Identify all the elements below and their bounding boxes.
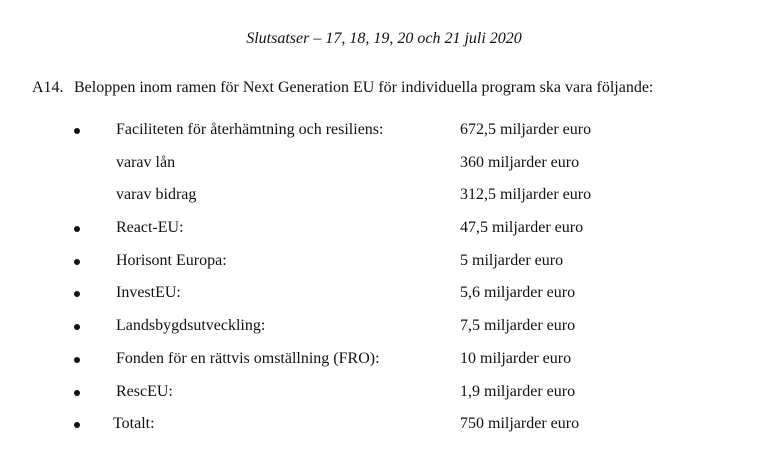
- bullet-icon: [74, 128, 80, 134]
- item-label: varav lån: [116, 153, 176, 171]
- list-item: [0, 186, 768, 219]
- item-amount: 5 miljarder euro: [460, 251, 564, 269]
- list-item: [0, 383, 768, 416]
- paragraph-number: A14.: [32, 79, 64, 96]
- item-amount: 47,5 miljarder euro: [460, 219, 584, 237]
- item-amount: 7,5 miljarder euro: [460, 317, 576, 335]
- list-item: [0, 252, 768, 285]
- list-item: [0, 284, 768, 317]
- item-amount: 312,5 miljarder euro: [460, 186, 592, 204]
- item-amount: 672,5 miljarder euro: [460, 121, 592, 138]
- bullet-icon: [74, 357, 80, 363]
- bullet-icon: [74, 291, 80, 297]
- bullet-icon: [74, 390, 80, 396]
- list-item: [0, 350, 768, 383]
- list-item: [0, 219, 768, 252]
- item-amount: 750 miljarder euro: [460, 415, 580, 433]
- bullet-icon: [74, 422, 80, 428]
- item-label: RescEU:: [116, 382, 173, 400]
- item-label: Horisont Europa:: [116, 251, 227, 269]
- item-label: Faciliteten för återhämtning och resiliens:: [116, 121, 384, 138]
- list-item: [0, 317, 768, 350]
- paragraph-text: Beloppen inom ramen för Next Generation EU för individuella program ska vara följande:: [74, 79, 654, 96]
- bullet-icon: [74, 259, 80, 265]
- list-item: [0, 154, 768, 187]
- page-header: Slutsatser – 17, 18, 19, 20 och 21 juli 2020: [246, 30, 522, 47]
- bullet-icon: [74, 226, 80, 232]
- item-label: varav bidrag: [116, 186, 197, 204]
- item-label: InvestEU:: [116, 284, 181, 302]
- list-item: [0, 415, 768, 448]
- item-label: Fonden för en rättvis omställning (FRO):: [116, 349, 380, 367]
- item-label: React-EU:: [116, 219, 184, 237]
- paragraph-a14: [32, 79, 653, 97]
- program-amount-list: [0, 121, 768, 448]
- item-amount: 5,6 miljarder euro: [460, 284, 576, 302]
- item-label: Totalt:: [113, 415, 155, 433]
- item-label: Landsbygdsutveckling:: [116, 317, 266, 335]
- item-amount: 10 miljarder euro: [460, 349, 572, 367]
- item-amount: 360 miljarder euro: [460, 153, 580, 171]
- bullet-icon: [74, 324, 80, 330]
- item-amount: 1,9 miljarder euro: [460, 382, 576, 400]
- list-item: [0, 121, 768, 154]
